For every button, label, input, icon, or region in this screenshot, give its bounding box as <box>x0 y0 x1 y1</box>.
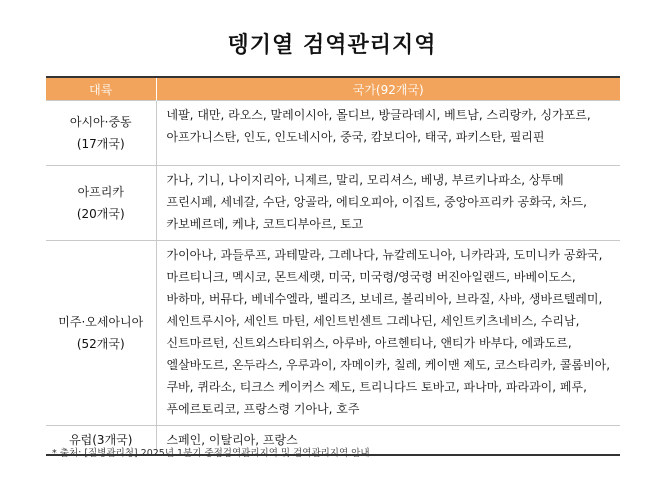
countries-cell: 네팔, 대만, 라오스, 말레이시아, 몰디브, 방글라데시, 베트남, 스리랑카, 싱가포르, 아프가니스탄, 인도, 인도네시아, 중국, 캄보디아, 태국, 파키스탄, 필리핀 <box>156 101 620 166</box>
countries-cell: 스페인, 이탈리아, 프랑스 <box>156 426 620 456</box>
source-footnote: * 출처: [질병관리청] 2025년 1분기 중점검역관리지역 및 검역관리지역 안내 <box>52 448 370 459</box>
region-cell <box>46 101 156 166</box>
region-name: 유럽(3개국) <box>69 433 133 447</box>
region-cell <box>46 241 156 426</box>
quarantine-region-table <box>46 76 620 456</box>
region-name: 아시아·중동 <box>69 115 132 129</box>
region-cell <box>46 166 156 241</box>
region-count: (20개국) <box>76 207 125 221</box>
region-name: 미주·오세아니아 <box>58 315 144 329</box>
header-continent: 대륙 <box>46 77 156 101</box>
table-row-asia-middle-east <box>46 101 620 166</box>
region-name: 아프리카 <box>77 185 124 199</box>
table-row-americas-oceania <box>46 241 620 426</box>
page-title: 뎅기열 검역관리지역 <box>227 33 437 58</box>
countries-cell: 가나, 기니, 나이지리아, 니제르, 말리, 모리셔스, 베냉, 부르키나파소, 상투메 프린시페, 세네갈, 수단, 앙골라, 에티오피아, 이집트, 중앙아프리카 공화국, 차드, 카보베르데, 케냐, 코트디부아르, 토고 <box>156 166 620 241</box>
region-count: (17개국) <box>76 137 125 151</box>
region-count: (52개국) <box>76 337 125 351</box>
table-row-africa <box>46 166 620 241</box>
countries-cell: 가이아나, 과들루프, 과테말라, 그레나다, 뉴칼레도니아, 니카라과, 도미니카 공화국, 마르티니크, 멕시코, 몬트세랫, 미국, 미국령/영국령 버진아일랜드, 바베이도스, 바하마, 버뮤다, 베네수엘라, 벨리즈, 보네르, 볼리비아, 브라질, 사바, 생바르텔레미, 세인트루시아, 세인트 마틴, 세인트빈센트 그레나딘, 세인트키츠네비스, 수리남, 신트마르턴, 신트외스타티위스, 아루바, 아르헨티나, 앤티가 바부다, 에콰도르, 엘살바도르, 온두라스, 우루과이, 자메이카, 칠레, 케이맨 제도, 코스타리카, 콜롬비아, 쿠바, 퀴라소, 티크스 케이커스 제도, 트리니다드 토바고, 파나마, 파라과이, 페루, 푸에르토리코, 프랑스령 기아나, 호주 <box>156 241 620 426</box>
header-countries: 국가(92개국) <box>156 77 620 101</box>
table-header-row <box>46 77 620 101</box>
